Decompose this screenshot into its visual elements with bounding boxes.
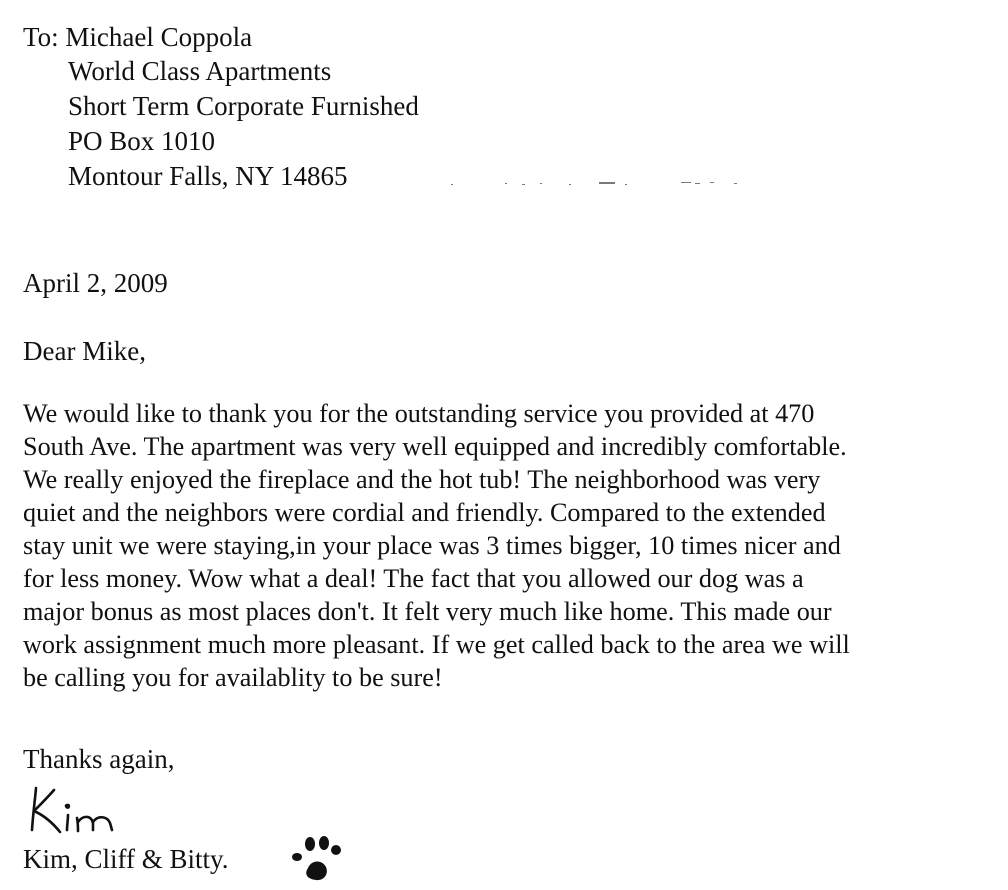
body-line: major bonus as most places don't. It felt very much like home. This made our <box>23 597 832 626</box>
scan-noise-marks <box>403 178 763 190</box>
body-line: be calling you for availablity to be sure! <box>23 663 443 692</box>
letter-date: April 2, 2009 <box>23 268 168 298</box>
salutation: Dear Mike, <box>23 336 146 366</box>
paw-print-icon <box>289 832 343 884</box>
recipient-address-line: Montour Falls, NY 14865 <box>68 161 348 191</box>
recipient-address-line: Short Term Corporate Furnished <box>68 91 419 121</box>
recipient-address-line: World Class Apartments <box>68 56 332 86</box>
body-line: stay unit we were staying,in your place was 3 times bigger, 10 times nicer and <box>23 531 841 560</box>
recipient-address-line: PO Box 1010 <box>68 126 216 156</box>
body-line: for less money. Wow what a deal! The fact that you allowed our dog was a <box>23 564 804 593</box>
letter-document <box>23 0 993 890</box>
closing: Thanks again, <box>23 744 175 774</box>
body-line: We would like to thank you for the outstanding service you provided at 470 <box>23 399 815 428</box>
body-line: quiet and the neighbors were cordial and friendly. Compared to the extended <box>23 498 826 527</box>
signoff: Kim, Cliff & Bitty. <box>23 844 229 874</box>
recipient-to-line: To: Michael Coppola <box>23 22 253 52</box>
body-line: South Ave. The apartment was very well equipped and incredibly comfortable. <box>23 432 847 461</box>
body-line: We really enjoyed the fireplace and the hot tub! The neighborhood was very <box>23 465 821 494</box>
handwritten-signature-icon <box>23 780 143 840</box>
body-line: work assignment much more pleasant. If we get called back to the area we will <box>23 630 850 659</box>
